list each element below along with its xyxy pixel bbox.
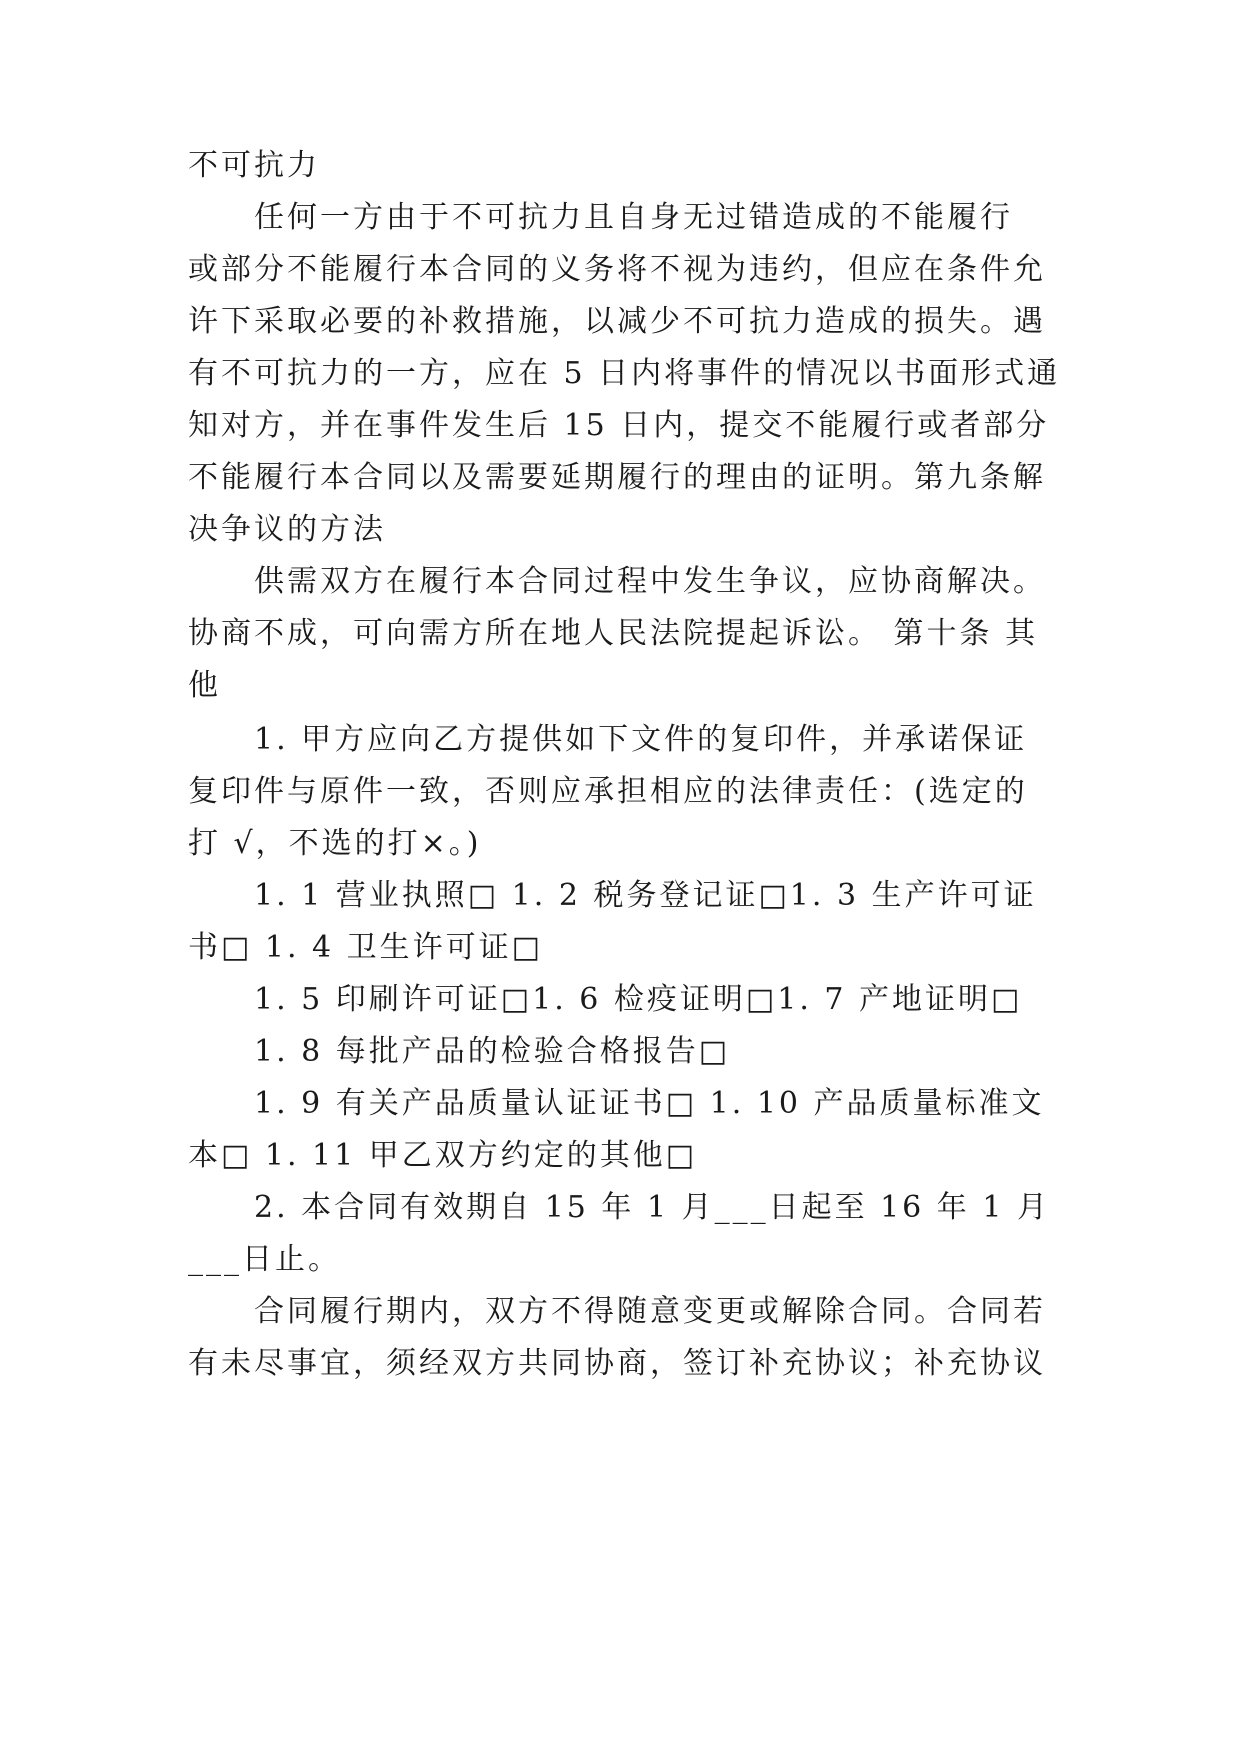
document-checklist-line: 1. 1 营业执照□ 1. 2 税务登记证□1. 3 生产许可证 bbox=[254, 878, 1037, 913]
paragraph-line: 许下采取必要的补救措施，以减少不可抗力造成的损失。遇 bbox=[188, 304, 1046, 339]
section-heading-dispute-resolution: 决争议的方法 bbox=[188, 512, 386, 547]
clause-1-line: 复印件与原件一致，否则应承担相应的法律责任：(选定的 bbox=[188, 774, 1028, 809]
paragraph-line: 知对方，并在事件发生后 15 日内，提交不能履行或者部分 bbox=[188, 408, 1050, 443]
paragraph-line: 或部分不能履行本合同的义务将不视为违约，但应在条件允 bbox=[188, 252, 1046, 287]
clause-1-line: 1. 甲方应向乙方提供如下文件的复印件，并承诺保证 bbox=[254, 722, 1028, 757]
document-checklist-line: 1. 5 印刷许可证□1. 6 检疫证明□1. 7 产地证明□ bbox=[254, 982, 1023, 1017]
clause-1-line: 打 √，不选的打×。) bbox=[188, 826, 482, 861]
paragraph-line: 协商不成，可向需方所在地人民法院提起诉讼。 第十条 其 bbox=[188, 616, 1039, 651]
document-checklist-line: 书□ 1. 4 卫生许可证□ bbox=[188, 930, 544, 965]
section-heading-force-majeure: 不可抗力 bbox=[188, 148, 320, 183]
paragraph-line: 合同履行期内，双方不得随意变更或解除合同。合同若 bbox=[254, 1294, 1046, 1329]
validity-period-line: ___日止。 bbox=[188, 1242, 341, 1277]
paragraph-line: 不能履行本合同以及需要延期履行的理由的证明。第九条解 bbox=[188, 460, 1046, 495]
paragraph-line: 有未尽事宜，须经双方共同协商，签订补充协议；补充协议 bbox=[188, 1346, 1046, 1381]
validity-period-line: 2. 本合同有效期自 15 年 1 月___日起至 16 年 1 月 bbox=[254, 1190, 1050, 1225]
paragraph-line: 任何一方由于不可抗力且自身无过错造成的不能履行 bbox=[254, 200, 1013, 235]
paragraph-line: 有不可抗力的一方，应在 5 日内将事件的情况以书面形式通 bbox=[188, 356, 1061, 391]
section-heading-other: 他 bbox=[188, 668, 221, 703]
document-checklist-line: 1. 8 每批产品的检验合格报告□ bbox=[254, 1034, 731, 1069]
document-checklist-line: 1. 9 有关产品质量认证证书□ 1. 10 产品质量标准文 bbox=[254, 1086, 1045, 1121]
paragraph-line: 供需双方在履行本合同过程中发生争议，应协商解决。 bbox=[254, 564, 1046, 599]
document-checklist-line: 本□ 1. 11 甲乙双方约定的其他□ bbox=[188, 1138, 698, 1173]
